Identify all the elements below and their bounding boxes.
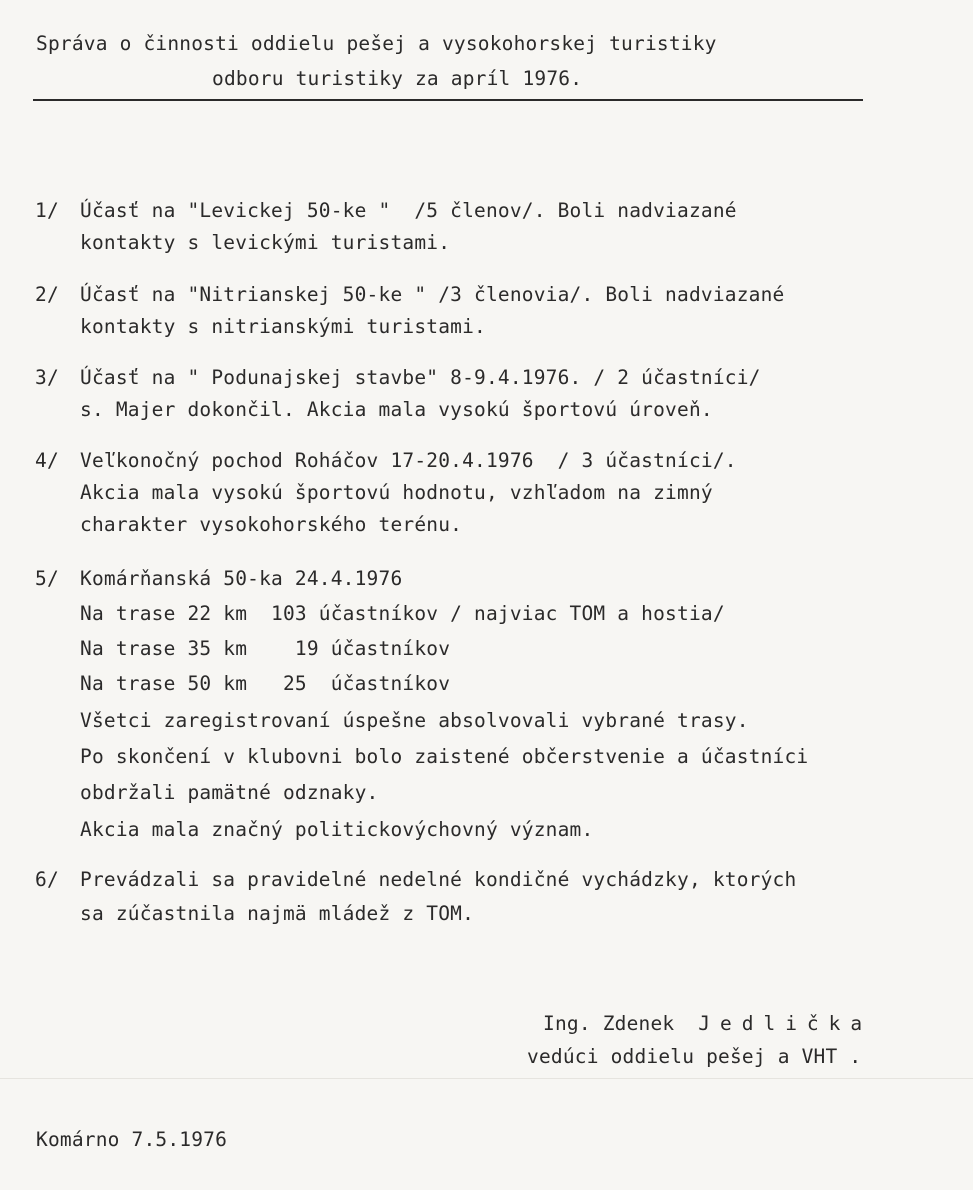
item-3-line-1: Účasť na " Podunajskej stavbe" 8-9.4.1976. / 2 účastníci/ (80, 366, 761, 389)
item-1-number: 1/ (35, 199, 59, 222)
item-6-number: 6/ (35, 868, 59, 891)
item-4-line-3: charakter vysokohorského terénu. (80, 513, 463, 536)
title-line-1: Správa o činnosti oddielu pešej a vysokohorskej turistiky (36, 32, 717, 55)
place-date: Komárno 7.5.1976 (36, 1128, 228, 1151)
item-5-line-5: Všetci zaregistrovaní úspešne absolvovali vybrané trasy. (80, 709, 749, 732)
item-3-number: 3/ (35, 366, 59, 389)
title-line-2: odboru turistiky za apríl 1976. (212, 67, 583, 90)
item-2-number: 2/ (35, 283, 59, 306)
item-1-line-1: Účasť na "Levickej 50-ke " /5 členov/. Boli nadviazané (80, 199, 737, 222)
item-5-line-4: Na trase 50 km 25 účastníkov (80, 672, 451, 695)
signature-role: vedúci oddielu pešej a VHT . (527, 1045, 862, 1068)
signature-name (543, 1012, 872, 1036)
item-5-line-6: Po skončení v klubovni bolo zaistené občerstvenie a účastníci (80, 745, 809, 768)
item-1-line-2: kontakty s levickými turistami. (80, 231, 451, 254)
item-4-number: 4/ (35, 449, 59, 472)
signature-name-prefix: Ing. Zdenek (543, 1012, 675, 1035)
item-5-line-7: obdržali pamätné odznaky. (80, 781, 379, 804)
item-6-line-1: Prevádzali sa pravidelné nedelné kondičné vychádzky, ktorých (80, 868, 797, 891)
item-5-line-8: Akcia mala značný politickovýchovný význam. (80, 818, 594, 841)
item-4-line-2: Akcia mala vysokú športovú hodnotu, vzhľadom na zimný (80, 481, 713, 504)
title-underline (33, 99, 863, 101)
page-fold-line (0, 1078, 973, 1079)
item-5-number: 5/ (35, 567, 59, 590)
item-2-line-2: kontakty s nitrianskými turistami. (80, 315, 486, 338)
item-5-line-1: Komárňanská 50-ka 24.4.1976 (80, 567, 403, 590)
item-3-line-2: s. Majer dokončil. Akcia mala vysokú športovú úroveň. (80, 398, 713, 421)
item-2-line-1: Účasť na "Nitrianskej 50-ke " /3 členovia/. Boli nadviazané (80, 283, 785, 306)
item-4-line-1: Veľkonočný pochod Roháčov 17-20.4.1976 / 3 účastníci/. (80, 449, 737, 472)
signature-surname: Jedlička (698, 1012, 873, 1035)
item-5-line-2: Na trase 22 km 103 účastníkov / najviac TOM a hostia/ (80, 602, 725, 625)
item-5-line-3: Na trase 35 km 19 účastníkov (80, 637, 451, 660)
item-6-line-2: sa zúčastnila najmä mládež z TOM. (80, 902, 475, 925)
